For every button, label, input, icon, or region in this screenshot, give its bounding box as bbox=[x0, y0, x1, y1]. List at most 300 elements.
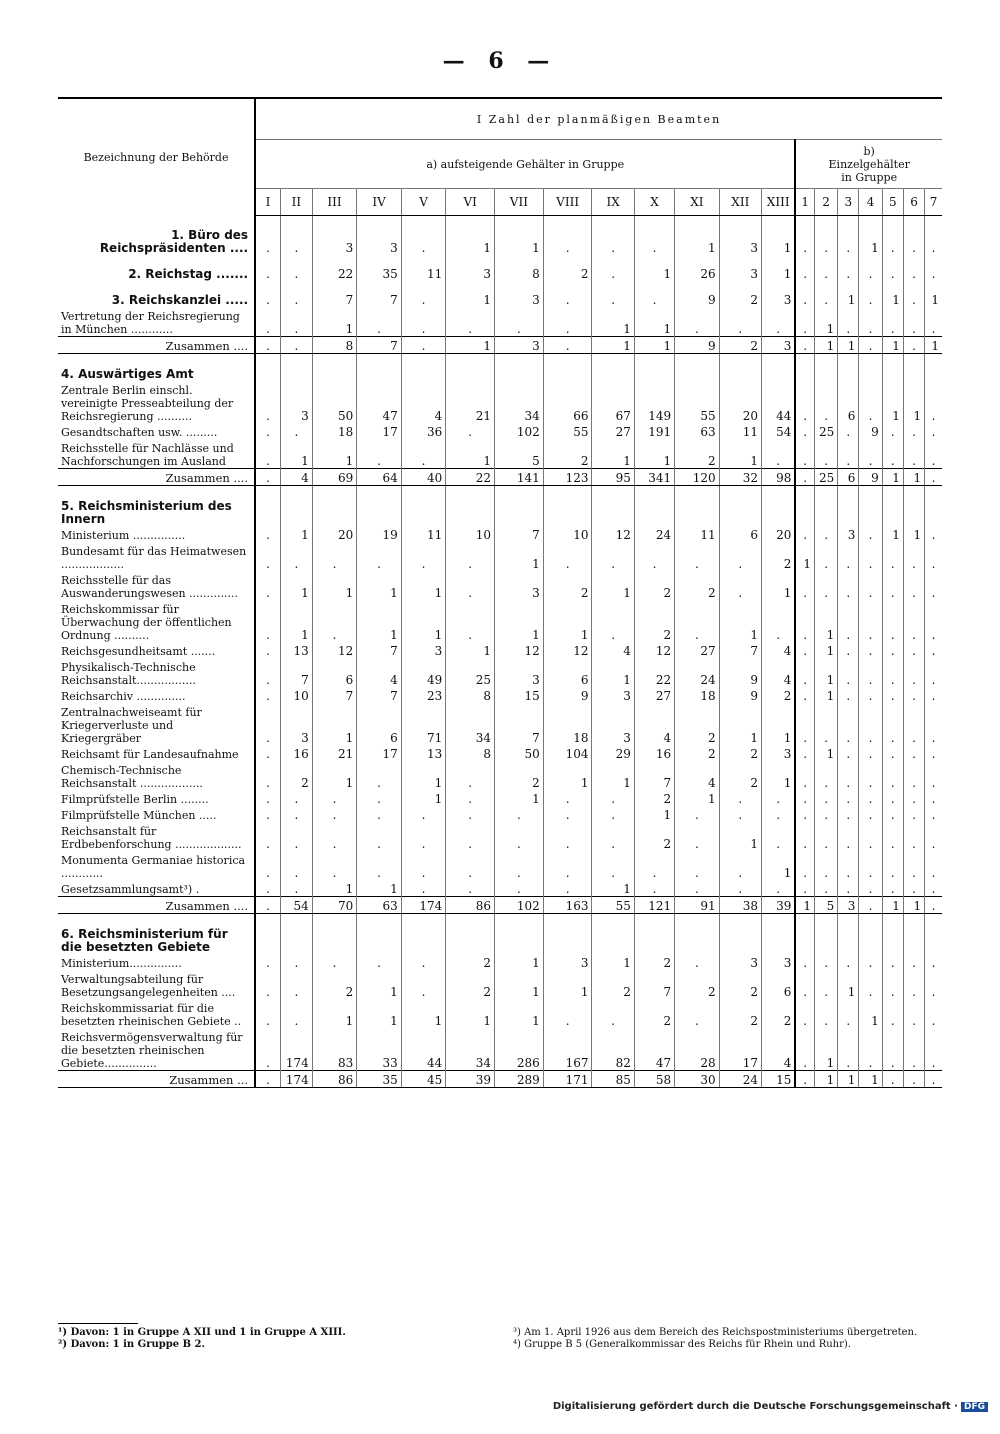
cell-b: . bbox=[803, 293, 808, 307]
cell-a: 8 bbox=[312, 337, 357, 354]
row-label: Monumenta Germaniae historica ............ bbox=[58, 851, 255, 880]
cell-a: 1 bbox=[312, 571, 357, 600]
cell-a: . bbox=[446, 600, 495, 642]
cell-a: 1 bbox=[446, 642, 495, 658]
cell-a: 32 bbox=[719, 469, 761, 486]
group-header-a: IX bbox=[592, 189, 634, 216]
spacer-cell bbox=[795, 914, 814, 925]
cell-a: . bbox=[495, 307, 544, 337]
spacer-cell bbox=[719, 914, 761, 925]
cell-b: 1 bbox=[882, 381, 903, 423]
cell-a: . bbox=[446, 880, 495, 897]
cell-a: 4 bbox=[281, 469, 313, 486]
empty-cell bbox=[312, 496, 357, 526]
cell-a: . bbox=[446, 822, 495, 851]
spacer-cell bbox=[58, 255, 255, 265]
cell-b: . bbox=[925, 970, 942, 999]
dfg-credit bbox=[553, 1401, 988, 1412]
cell-a: 8 bbox=[495, 265, 544, 281]
spacer-cell bbox=[592, 914, 634, 925]
dfg-logo: DFG bbox=[961, 1402, 988, 1412]
cell-a: 3 bbox=[495, 337, 544, 354]
row-label: Ministerium ............... bbox=[58, 526, 255, 542]
row-label: 2. Reichstag ....... bbox=[58, 265, 255, 281]
spacer-cell bbox=[543, 255, 592, 265]
row-label: Zentralnachweiseamt für Kriegerverluste und Kriegergräber bbox=[58, 703, 255, 745]
cell-b: 6 bbox=[838, 381, 859, 423]
cell-a: 1 bbox=[357, 571, 402, 600]
cell-a: . bbox=[266, 866, 270, 880]
cell-a: . bbox=[543, 790, 592, 806]
cell-a: . bbox=[281, 542, 313, 571]
spacer-cell bbox=[357, 354, 402, 365]
cell-b: . bbox=[903, 970, 924, 999]
cell-b: . bbox=[838, 954, 859, 970]
spacer-cell bbox=[281, 486, 313, 497]
cell-a: 4 bbox=[357, 658, 402, 687]
cell-a: 3 bbox=[761, 954, 795, 970]
cell-a: 29 bbox=[592, 745, 634, 761]
empty-cell bbox=[592, 364, 634, 381]
cell-b: . bbox=[903, 790, 924, 806]
cell-a: 2 bbox=[719, 745, 761, 761]
cell-b: . bbox=[903, 999, 924, 1028]
spacer-cell bbox=[719, 486, 761, 497]
cell-b: . bbox=[814, 265, 837, 281]
spacer-cell bbox=[446, 281, 495, 291]
empty-cell bbox=[925, 496, 942, 526]
empty-cell bbox=[761, 364, 795, 381]
spacer-cell bbox=[925, 216, 942, 227]
cell-a: . bbox=[761, 880, 795, 897]
cell-b: . bbox=[882, 1028, 903, 1071]
cell-a: 3 bbox=[281, 381, 313, 423]
cell-b: . bbox=[903, 745, 924, 761]
row-label: Reichsvermögensverwaltung für die besetzten rheinischen Gebiete............... bbox=[58, 1028, 255, 1071]
cell-a: 3 bbox=[495, 658, 544, 687]
cell-b: . bbox=[838, 265, 859, 281]
cell-b: . bbox=[882, 822, 903, 851]
spacer-cell bbox=[255, 216, 280, 227]
cell-a: . bbox=[446, 761, 495, 790]
cell-b: . bbox=[882, 571, 903, 600]
spacer-cell bbox=[795, 255, 814, 265]
cell-b: . bbox=[838, 822, 859, 851]
cell-a: . bbox=[357, 806, 402, 822]
cell-b: . bbox=[814, 851, 837, 880]
cell-a: 83 bbox=[312, 1028, 357, 1071]
cell-a: 17 bbox=[357, 423, 402, 439]
cell-a: 104 bbox=[543, 745, 592, 761]
spacer-row bbox=[58, 914, 942, 925]
cell-a: . bbox=[543, 542, 592, 571]
cell-a: . bbox=[401, 291, 446, 307]
table-row bbox=[58, 571, 942, 600]
row-label: Ministerium............... bbox=[58, 954, 255, 970]
cell-a: . bbox=[357, 851, 402, 880]
cell-a: . bbox=[446, 790, 495, 806]
empty-cell bbox=[903, 364, 924, 381]
cell-a: 341 bbox=[634, 469, 674, 486]
cell-a: 12 bbox=[312, 642, 357, 658]
cell-a: 47 bbox=[357, 381, 402, 423]
empty-cell bbox=[882, 496, 903, 526]
cell-b: 9 bbox=[859, 423, 882, 439]
empty-cell bbox=[401, 496, 446, 526]
cell-a: . bbox=[592, 291, 634, 307]
table-row bbox=[58, 880, 942, 897]
cell-a: 3 bbox=[401, 642, 446, 658]
cell-a: . bbox=[281, 337, 313, 354]
cell-a: . bbox=[495, 880, 544, 897]
cell-a: 3 bbox=[495, 571, 544, 600]
statistics-table-wrapper bbox=[58, 97, 942, 1088]
section-heading: 4. Auswärtiges Amt bbox=[58, 364, 255, 381]
row-label: Zentrale Berlin einschl. vereinigte Presseabteilung der Reichsregierung .......... bbox=[58, 381, 255, 423]
cell-b: . bbox=[803, 776, 808, 790]
spacer-cell bbox=[495, 281, 544, 291]
spacer-cell bbox=[58, 914, 255, 925]
cell-b: . bbox=[814, 822, 837, 851]
group-header-a: IV bbox=[357, 189, 402, 216]
spacer-cell bbox=[675, 216, 720, 227]
cell-b: . bbox=[803, 866, 808, 880]
cell-b: . bbox=[925, 381, 942, 423]
cell-a: . bbox=[266, 1056, 270, 1070]
empty-cell bbox=[357, 364, 402, 381]
spacer-cell bbox=[761, 216, 795, 227]
cell-b: . bbox=[814, 291, 837, 307]
section-heading-row bbox=[58, 364, 942, 381]
cell-a: 1 bbox=[281, 571, 313, 600]
spacer-cell bbox=[401, 255, 446, 265]
cell-a: . bbox=[675, 307, 720, 337]
spacer-cell bbox=[838, 486, 859, 497]
cell-a: 3 bbox=[312, 226, 357, 255]
cell-a: . bbox=[719, 790, 761, 806]
cell-b: 1 bbox=[838, 337, 859, 354]
cell-a: 4 bbox=[634, 703, 674, 745]
table-row bbox=[58, 226, 942, 255]
cell-b: . bbox=[859, 642, 882, 658]
cell-a: 4 bbox=[761, 642, 795, 658]
empty-cell bbox=[795, 924, 814, 954]
cell-b: . bbox=[803, 985, 808, 999]
spacer-cell bbox=[401, 914, 446, 925]
cell-a: . bbox=[266, 747, 270, 761]
cell-a: 9 bbox=[675, 337, 720, 354]
empty-cell bbox=[281, 364, 313, 381]
cell-a: . bbox=[719, 542, 761, 571]
spacer-cell bbox=[761, 255, 795, 265]
group-header-a: XI bbox=[675, 189, 720, 216]
cell-a: 40 bbox=[401, 469, 446, 486]
table-row bbox=[58, 439, 942, 469]
cell-b: 1 bbox=[925, 337, 942, 354]
table-row bbox=[58, 687, 942, 703]
cell-a: 5 bbox=[495, 439, 544, 469]
cell-b: . bbox=[903, 265, 924, 281]
spacer-cell bbox=[446, 486, 495, 497]
cell-b: . bbox=[903, 307, 924, 337]
cell-a: 10 bbox=[543, 526, 592, 542]
empty-cell bbox=[838, 924, 859, 954]
cell-a: 36 bbox=[401, 423, 446, 439]
table-row bbox=[58, 970, 942, 999]
cell-b: 1 bbox=[803, 557, 811, 571]
cell-a: . bbox=[446, 571, 495, 600]
cell-a: . bbox=[281, 999, 313, 1028]
cell-a: . bbox=[592, 265, 634, 281]
empty-cell bbox=[859, 924, 882, 954]
spacer-cell bbox=[312, 486, 357, 497]
spacer-cell bbox=[925, 914, 942, 925]
spacer-cell bbox=[592, 255, 634, 265]
cell-b: . bbox=[903, 571, 924, 600]
spacer-cell bbox=[675, 281, 720, 291]
cell-b: . bbox=[859, 822, 882, 851]
cell-b: 1 bbox=[859, 999, 882, 1028]
cell-a: 1 bbox=[401, 600, 446, 642]
cell-a: 3 bbox=[281, 703, 313, 745]
cell-a: 95 bbox=[592, 469, 634, 486]
cell-a: . bbox=[495, 822, 544, 851]
cell-a: . bbox=[357, 542, 402, 571]
cell-a: . bbox=[266, 808, 270, 822]
cell-a: 2 bbox=[446, 970, 495, 999]
cell-a: 54 bbox=[761, 423, 795, 439]
spacer-cell bbox=[357, 486, 402, 497]
cell-a: . bbox=[543, 880, 592, 897]
cell-b: . bbox=[925, 439, 942, 469]
cell-b: . bbox=[838, 806, 859, 822]
spacer-cell bbox=[401, 281, 446, 291]
cell-b: . bbox=[859, 526, 882, 542]
cell-a: 2 bbox=[719, 337, 761, 354]
cell-b: . bbox=[838, 1028, 859, 1071]
spacer-cell bbox=[838, 914, 859, 925]
cell-b: . bbox=[925, 1071, 942, 1088]
cell-b: 25 bbox=[814, 423, 837, 439]
spacer-cell bbox=[58, 216, 255, 227]
cell-b: . bbox=[814, 226, 837, 255]
table-row bbox=[58, 822, 942, 851]
table-row bbox=[58, 642, 942, 658]
group-header-b: 3 bbox=[838, 189, 859, 216]
cell-b: . bbox=[838, 571, 859, 600]
cell-b: . bbox=[903, 337, 924, 354]
cell-a: 25 bbox=[446, 658, 495, 687]
spacer-cell bbox=[719, 354, 761, 365]
cell-b: . bbox=[859, 1028, 882, 1071]
cell-a: 1 bbox=[761, 761, 795, 790]
row-label: Reichsarchiv .............. bbox=[58, 687, 255, 703]
cell-a: . bbox=[634, 542, 674, 571]
cell-a: . bbox=[266, 293, 270, 307]
spacer-cell bbox=[814, 216, 837, 227]
row-label: Filmprüfstelle Berlin ........ bbox=[58, 790, 255, 806]
cell-a: 6 bbox=[543, 658, 592, 687]
total-row bbox=[58, 1071, 942, 1088]
group-header-a: VI bbox=[446, 189, 495, 216]
group-header-a: III bbox=[312, 189, 357, 216]
cell-b: . bbox=[838, 658, 859, 687]
spacer-cell bbox=[543, 914, 592, 925]
spacer-cell bbox=[859, 281, 882, 291]
cell-b: 1 bbox=[882, 469, 903, 486]
cell-b: 6 bbox=[838, 469, 859, 486]
cell-a: 3 bbox=[719, 226, 761, 255]
cell-b: 3 bbox=[838, 526, 859, 542]
cell-b: . bbox=[925, 226, 942, 255]
spacer-cell bbox=[495, 216, 544, 227]
cell-a: 2 bbox=[543, 439, 592, 469]
cell-a: . bbox=[312, 822, 357, 851]
spacer-cell bbox=[925, 255, 942, 265]
cell-a: 2 bbox=[634, 954, 674, 970]
cell-b: . bbox=[903, 1028, 924, 1071]
cell-a: 1 bbox=[357, 880, 402, 897]
cell-a: 2 bbox=[446, 954, 495, 970]
spacer-cell bbox=[543, 354, 592, 365]
cell-b: . bbox=[814, 806, 837, 822]
group-header-a: V bbox=[401, 189, 446, 216]
cell-a: 121 bbox=[634, 897, 674, 914]
cell-b: . bbox=[838, 307, 859, 337]
cell-a: . bbox=[592, 542, 634, 571]
cell-a: 167 bbox=[543, 1028, 592, 1071]
cell-a: 18 bbox=[543, 703, 592, 745]
footnote-rule bbox=[58, 1323, 138, 1324]
empty-cell bbox=[838, 496, 859, 526]
group-header-a: II bbox=[281, 189, 313, 216]
empty-cell bbox=[719, 496, 761, 526]
cell-b: . bbox=[903, 291, 924, 307]
empty-cell bbox=[634, 924, 674, 954]
cell-a: 10 bbox=[446, 526, 495, 542]
cell-b: . bbox=[803, 267, 808, 281]
cell-a: . bbox=[266, 985, 270, 999]
cell-a: 1 bbox=[446, 439, 495, 469]
cell-b: . bbox=[859, 745, 882, 761]
cell-a: 1 bbox=[357, 999, 402, 1028]
cell-a: . bbox=[592, 226, 634, 255]
cell-a: 22 bbox=[634, 658, 674, 687]
cell-b: . bbox=[882, 423, 903, 439]
cell-a: 2 bbox=[281, 761, 313, 790]
cell-a: . bbox=[446, 851, 495, 880]
cell-a: . bbox=[761, 822, 795, 851]
cell-a: . bbox=[357, 439, 402, 469]
cell-a: 1 bbox=[761, 265, 795, 281]
cell-a: . bbox=[266, 731, 270, 745]
cell-b: . bbox=[882, 880, 903, 897]
spacer-cell bbox=[882, 914, 903, 925]
cell-a: 3 bbox=[719, 954, 761, 970]
spacer-cell bbox=[281, 354, 313, 365]
cell-a: . bbox=[266, 322, 270, 336]
cell-b: 1 bbox=[903, 526, 924, 542]
spacer-cell bbox=[312, 255, 357, 265]
cell-a: 20 bbox=[719, 381, 761, 423]
group-header-a: XII bbox=[719, 189, 761, 216]
cell-a: 69 bbox=[312, 469, 357, 486]
empty-cell bbox=[634, 496, 674, 526]
cell-a: . bbox=[675, 600, 720, 642]
row-label: Gesetzsammlungsamt³) . bbox=[58, 880, 255, 897]
cell-b: 1 bbox=[859, 226, 882, 255]
cell-a: 64 bbox=[357, 469, 402, 486]
cell-a: 21 bbox=[446, 381, 495, 423]
cell-b: . bbox=[925, 571, 942, 600]
cell-b: . bbox=[795, 337, 814, 354]
spacer-cell bbox=[903, 914, 924, 925]
cell-b: . bbox=[925, 761, 942, 790]
spacer-row bbox=[58, 216, 942, 227]
cell-a: 1 bbox=[592, 439, 634, 469]
spacer-cell bbox=[903, 486, 924, 497]
cell-b: . bbox=[838, 423, 859, 439]
cell-a: . bbox=[446, 806, 495, 822]
cell-a: 2 bbox=[719, 291, 761, 307]
cell-b: . bbox=[882, 600, 903, 642]
row-label: Reichsstelle für das Auswanderungswesen .............. bbox=[58, 571, 255, 600]
cell-a: 33 bbox=[357, 1028, 402, 1071]
cell-b: . bbox=[838, 790, 859, 806]
cell-a: 2 bbox=[675, 439, 720, 469]
cell-a: . bbox=[281, 822, 313, 851]
spacer-row bbox=[58, 486, 942, 497]
cell-a: 7 bbox=[495, 703, 544, 745]
cell-a: 1 bbox=[761, 226, 795, 255]
empty-cell bbox=[255, 496, 280, 526]
cell-b: . bbox=[925, 703, 942, 745]
cell-a: . bbox=[592, 822, 634, 851]
cell-a: . bbox=[401, 307, 446, 337]
cell-a: 20 bbox=[761, 526, 795, 542]
cell-b: 1 bbox=[838, 1071, 859, 1088]
spacer-cell bbox=[446, 255, 495, 265]
spacer-cell bbox=[838, 281, 859, 291]
cell-a: 1 bbox=[495, 970, 544, 999]
cell-a: 38 bbox=[719, 897, 761, 914]
empty-cell bbox=[446, 364, 495, 381]
cell-a: . bbox=[719, 307, 761, 337]
spacer-cell bbox=[357, 914, 402, 925]
cell-a: 2 bbox=[495, 761, 544, 790]
cell-b: . bbox=[882, 439, 903, 469]
cell-b: . bbox=[803, 322, 808, 336]
cell-a: . bbox=[255, 469, 280, 486]
spacer-cell bbox=[281, 255, 313, 265]
empty-cell bbox=[543, 364, 592, 381]
group-header-a: VIII bbox=[543, 189, 592, 216]
cell-a: 7 bbox=[357, 291, 402, 307]
cell-a: 1 bbox=[592, 307, 634, 337]
spacer-cell bbox=[255, 486, 280, 497]
cell-a: . bbox=[281, 423, 313, 439]
cell-a: 91 bbox=[675, 897, 720, 914]
spacer-cell bbox=[814, 914, 837, 925]
cell-a: 22 bbox=[312, 265, 357, 281]
cell-a: 7 bbox=[634, 970, 674, 999]
spacer-cell bbox=[719, 255, 761, 265]
cell-a: 1 bbox=[495, 999, 544, 1028]
cell-a: 1 bbox=[495, 542, 544, 571]
cell-a: 1 bbox=[543, 761, 592, 790]
cell-a: 4 bbox=[592, 642, 634, 658]
column-header-b: b) Einzelgehälter in Gruppe bbox=[795, 140, 942, 189]
